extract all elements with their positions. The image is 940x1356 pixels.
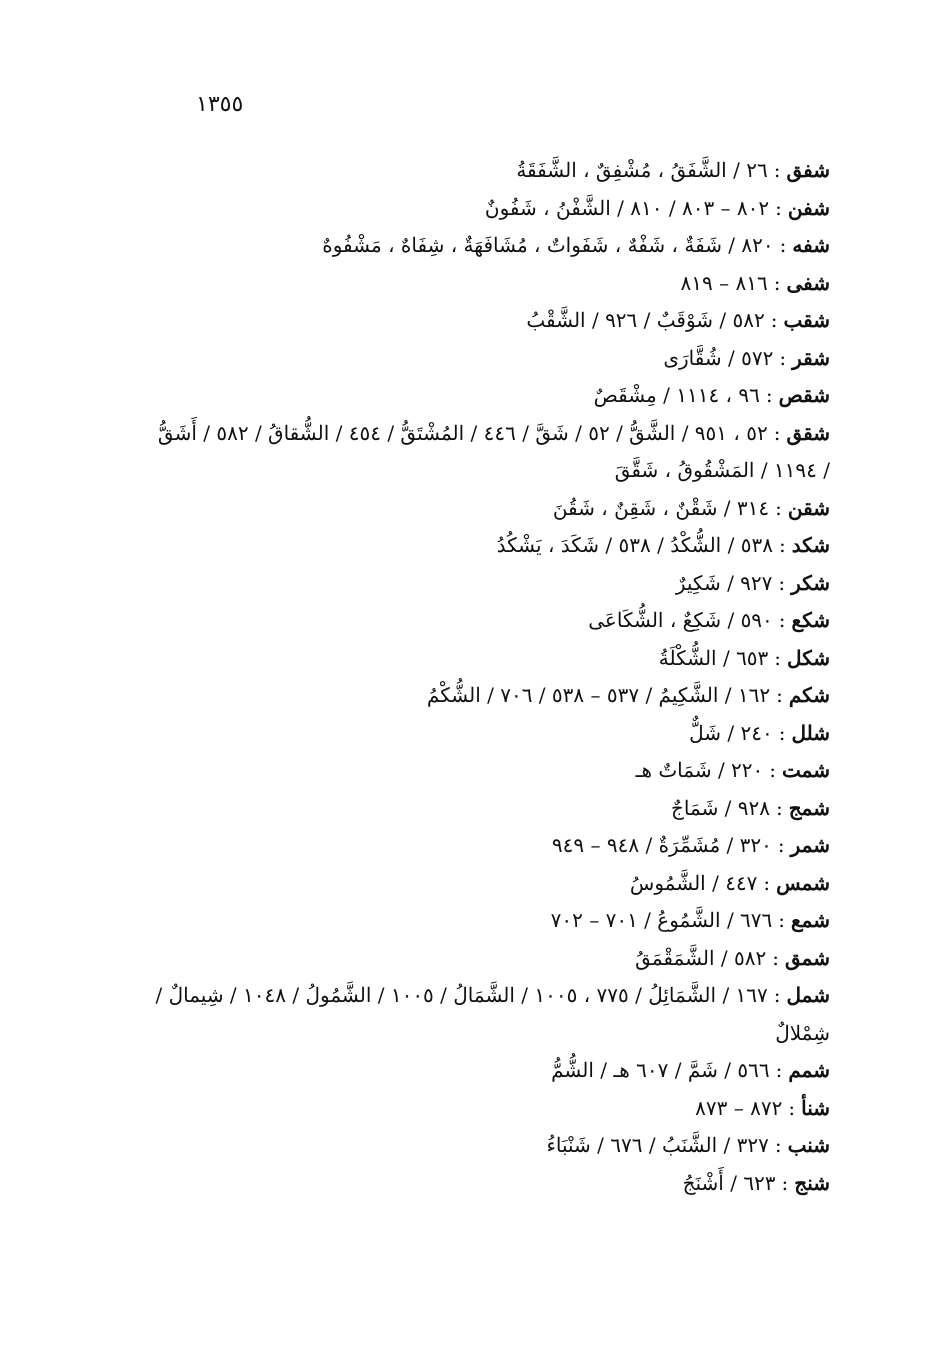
index-entry: شقق:٥٢ ، ٩٥١ / الشَّقُّ / ٥٢ / شَقَّ / ٤٤٦ / المُشْتَقُّ / ٤٥٤ / الشُّقاقُ / ٥٨٢ / أَشَقُّ / ١١٩٤ / المَشْقُوقُ ، شَقَّقَ — [157, 420, 830, 482]
entry-root: شقب — [783, 308, 830, 332]
index-entry: شفه:٨٢٠ / شَفَةٌ ، شَفْهٌ ، شَفَواتٌ ، مُشَافَهَةٌ ، شِفَاهٌ ، مَشْفُوهٌ — [322, 233, 830, 257]
entry-root: شفه — [792, 233, 830, 257]
entry-refs: ٥٨٢ / شَوْقَبٌ / ٩٢٦ / الشَّقْبُ — [526, 308, 765, 332]
index-entry: شنب:٣٢٧ / الشَّنَبُ / ٦٧٦ / شَنْبَاءُ — [546, 1133, 830, 1157]
entry-refs: ٢٢٠ / شَمَاتٌ هـ — [635, 758, 764, 782]
index-entry: شفن:٨٠٢ – ٨٠٣ / ٨١٠ / الشَّفْنُ ، شَفُونٌ — [484, 195, 830, 220]
index-entry: شمل:١٦٧ / الشَّمَائِلُ / ٧٧٥ ، ١٠٠٥ / الشَّمَالُ / ١٠٠٥ / الشَّمُولُ / ١٠٤٨ / شِيمالٌ / شِمْلالٌ — [155, 983, 830, 1045]
index-entry: شكد:٥٣٨ / الشُّكْدُ / ٥٣٨ / شَكَدَ ، يَشْكُدُ — [496, 533, 830, 557]
index-entry: شمر:٣٢٠ / مُشَمِّرَةٌ / ٩٤٨ – ٩٤٩ — [551, 833, 830, 857]
entry-refs: ٨٠٢ – ٨٠٣ / ٨١٠ / الشَّفْنُ ، شَفُونٌ — [484, 195, 770, 220]
index-entry: شقر:٥٧٢ / شُقَّارَى — [663, 345, 830, 370]
entry-refs: ٨٧٢ – ٨٧٣ — [695, 1095, 783, 1120]
entry-root: شنب — [787, 1133, 830, 1157]
entry-root: شفن — [787, 195, 830, 220]
index-entry: شكم:١٦٢ / الشَّكِيمُ / ٥٣٧ – ٥٣٨ / ٧٠٦ / الشُّكْمُ — [426, 683, 830, 707]
index-entry: شنج:٦٢٣ / أَشْنَجُ — [682, 1170, 830, 1195]
entry-root: شكد — [791, 533, 830, 557]
index-entry: شمم:٥٦٦ / شَمَّ / ٦٠٧ هـ / الشُّمُّ — [551, 1058, 830, 1082]
entry-refs: ٥٣٨ / الشُّكْدُ / ٥٣٨ / شَكَدَ ، يَشْكُدُ — [496, 533, 773, 557]
entry-refs: ٥٧٢ / شُقَّارَى — [663, 345, 774, 370]
entry-refs: ٣٢٠ / مُشَمِّرَةٌ / ٩٤٨ – ٩٤٩ — [551, 833, 772, 857]
entry-root: شمل — [786, 983, 830, 1007]
entry-refs: ٦٢٣ / أَشْنَجُ — [682, 1170, 776, 1195]
entry-refs: ٩٢٧ / شَكِيرٌ — [675, 570, 773, 595]
index-entry: شكل:٦٥٣ / الشُّكْلَةُ — [658, 645, 830, 670]
entry-refs: ٦٧٦ / الشَّمُوعُ / ٧٠١ – ٧٠٢ — [550, 908, 773, 932]
page-number: ١٣٥٥ — [196, 92, 244, 117]
index-entry: شمع:٦٧٦ / الشَّمُوعُ / ٧٠١ – ٧٠٢ — [550, 908, 830, 932]
entry-root: شفى — [786, 270, 830, 295]
index-entry: شمس:٤٤٧ / الشَّمُوسُ — [629, 870, 830, 895]
index-entry: شنأ:٨٧٢ – ٨٧٣ — [695, 1095, 830, 1120]
entry-refs: ٥٢ ، ٩٥١ / الشَّقُّ / ٥٢ / شَقَّ / ٤٤٦ / المُشْتَقُّ / ٤٥٤ / الشُّقاقُ / ٥٨٢ / أَشَقُّ / ١١٩٤ / المَشْقُوقُ ، شَقَّقَ — [157, 420, 830, 482]
entry-root: شنج — [794, 1170, 830, 1195]
entry-refs: ٢٤٠ / شَلٌّ — [689, 720, 773, 745]
index-entry: شقص:٩٦ ، ١١١٤ / مِشْقَصٌ — [593, 383, 830, 407]
entry-root: شكر — [791, 570, 830, 595]
entry-root: شفق — [786, 158, 830, 182]
entry-refs: ٥٦٦ / شَمَّ / ٦٠٧ هـ / الشُّمُّ — [551, 1058, 770, 1082]
entry-root: شلل — [791, 720, 830, 745]
entry-root: شمق — [785, 945, 830, 970]
entry-refs: ٣١٤ / شَقْنٌ ، شَقِنٌ ، شَقُنَ — [552, 495, 770, 520]
index-entry: شلل:٢٤٠ / شَلٌّ — [689, 720, 830, 745]
index-entry: شفى:٨١٦ – ٨١٩ — [680, 270, 830, 295]
entry-refs: ٩٢٨ / شَمَاجٌ — [671, 795, 771, 820]
entry-refs: ٢٦ / الشَّفَقُ ، مُشْفِقٌ ، الشَّفَقَةُ — [516, 158, 768, 182]
entry-root: شمم — [788, 1058, 830, 1082]
entry-root: شقق — [786, 420, 830, 445]
entry-root: شكم — [788, 683, 830, 707]
index-entry: شقن:٣١٤ / شَقْنٌ ، شَقِنٌ ، شَقُنَ — [552, 495, 830, 520]
entry-root: شمع — [791, 908, 830, 932]
index-entry: شقب:٥٨٢ / شَوْقَبٌ / ٩٢٦ / الشَّقْبُ — [526, 308, 830, 332]
entry-refs: ٤٤٧ / الشَّمُوسُ — [629, 870, 758, 895]
index-entry: شفق:٢٦ / الشَّفَقُ ، مُشْفِقٌ ، الشَّفَقَةُ — [516, 158, 830, 182]
entry-root: شقر — [792, 345, 830, 370]
index-entry: شمج:٩٢٨ / شَمَاجٌ — [671, 795, 830, 820]
entry-root: شكل — [787, 645, 830, 670]
entry-refs: ٩٦ ، ١١١٤ / مِشْقَصٌ — [593, 383, 760, 407]
entry-refs: ٨٢٠ / شَفَةٌ ، شَفْهٌ ، شَفَواتٌ ، مُشَافَهَةٌ ، شِفَاهٌ ، مَشْفُوهٌ — [322, 233, 774, 257]
entry-root: شكع — [791, 608, 830, 632]
index-entry: شكر:٩٢٧ / شَكِيرٌ — [675, 570, 830, 595]
entry-root: شمر — [790, 833, 830, 857]
entry-root: شمت — [782, 758, 830, 782]
entry-refs: ٨١٦ – ٨١٩ — [680, 270, 768, 295]
entry-root: شمج — [788, 795, 830, 820]
entry-refs: ٦٥٣ / الشُّكْلَةُ — [658, 645, 769, 670]
entry-root: شقص — [778, 383, 830, 407]
index-entry: شمت:٢٢٠ / شَمَاتٌ هـ — [635, 758, 830, 782]
entry-root: شقن — [787, 495, 830, 520]
index-list — [150, 152, 830, 1202]
entry-refs: ١٦٢ / الشَّكِيمُ / ٥٣٧ – ٥٣٨ / ٧٠٦ / الشُّكْمُ — [426, 683, 771, 707]
entry-refs: ٥٨٢ / الشَّمَقْمَقُ — [635, 945, 767, 970]
entry-root: شمس — [776, 870, 830, 895]
entry-refs: ٣٢٧ / الشَّنَبُ / ٦٧٦ / شَنْبَاءُ — [546, 1133, 769, 1157]
entry-refs: ٥٩٠ / شَكِعٌ ، الشُّكَاعَى — [588, 608, 773, 632]
entry-refs: ١٦٧ / الشَّمَائِلُ / ٧٧٥ ، ١٠٠٥ / الشَّمَالُ / ١٠٠٥ / الشَّمُولُ / ١٠٤٨ / شِيمالٌ / شِمْلالٌ — [155, 983, 830, 1045]
entry-root: شنأ — [801, 1095, 830, 1120]
index-entry: شمق:٥٨٢ / الشَّمَقْمَقُ — [635, 945, 830, 970]
index-entry: شكع:٥٩٠ / شَكِعٌ ، الشُّكَاعَى — [588, 608, 830, 632]
